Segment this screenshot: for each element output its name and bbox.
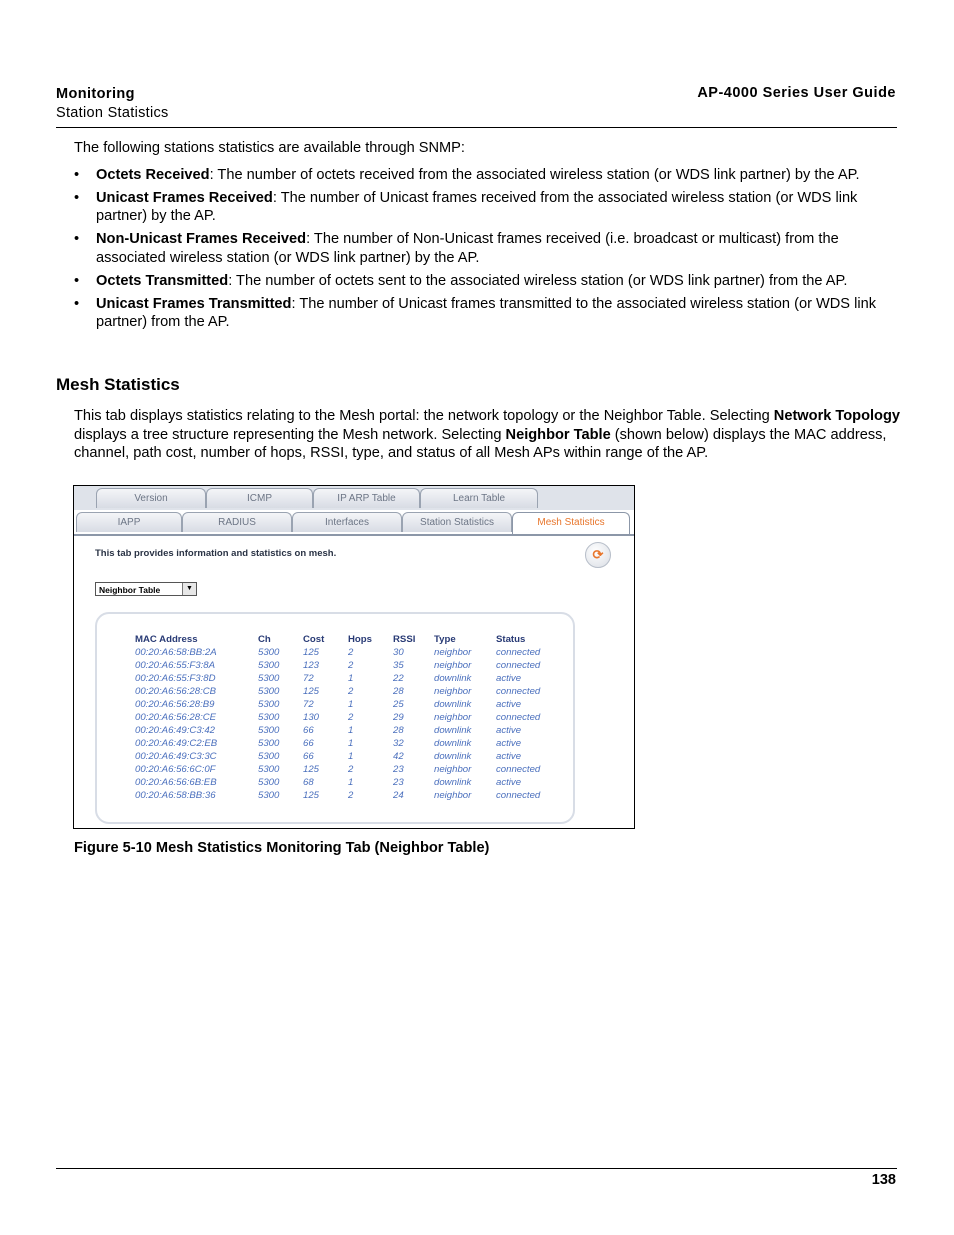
tab-description: This tab provides information and statistics on mesh. <box>95 548 337 559</box>
table-cell: 125 <box>303 764 320 775</box>
table-cell: 5300 <box>258 660 280 671</box>
table-cell: 00:20:A6:49:C2:EB <box>135 738 218 749</box>
table-cell: downlink <box>434 699 472 710</box>
table-cell: 29 <box>393 712 404 723</box>
intro-text: The following stations statistics are available through SNMP: <box>74 140 465 156</box>
col-cost: Cost <box>303 633 325 645</box>
table-row <box>135 646 556 659</box>
table-cell: 72 <box>303 699 314 710</box>
table-cell: connected <box>496 790 541 801</box>
table-header-row <box>135 632 556 646</box>
tab-radius[interactable]: RADIUS <box>182 512 292 532</box>
header-subsection: Station Statistics <box>56 105 169 121</box>
table-cell: 5300 <box>258 790 280 801</box>
table-cell: neighbor <box>434 790 472 801</box>
table-cell: downlink <box>434 673 472 684</box>
neighbor-table <box>135 632 556 802</box>
col-rssi: RSSI <box>393 633 416 645</box>
table-cell: 2 <box>348 764 354 775</box>
footer-rule <box>56 1168 897 1169</box>
mesh-description: This tab displays statistics relating to the Mesh portal: the network topology or the Neighbor Table. Selecting Network Topology displays a tree structure representing the Mesh network. Selecting Neighbor Table (shown below) displays the MAC address, channel, path cost, number of hops, RSSI, type, and status of all Mesh APs within range of the AP. <box>74 408 901 461</box>
table-cell: connected <box>496 712 541 723</box>
table-cell: 00:20:A6:56:28:CE <box>135 712 217 723</box>
table-cell: neighbor <box>434 647 472 658</box>
table-cell: 23 <box>393 764 404 775</box>
table-cell: 2 <box>348 712 354 723</box>
tab-station-statistics[interactable]: Station Statistics <box>402 512 512 532</box>
table-cell: 2 <box>348 686 354 697</box>
table-cell: 5300 <box>258 712 280 723</box>
table-cell: 5300 <box>258 751 280 762</box>
tab-row-1 <box>74 486 634 510</box>
view-select[interactable] <box>95 582 197 596</box>
page-number: 138 <box>871 1172 896 1188</box>
col-status: Status <box>496 633 526 645</box>
list-item: • Octets Transmitted: The number of octets sent to the associated wireless station (or WDS link partner) from the AP. <box>74 272 848 289</box>
table-cell: 23 <box>393 777 404 788</box>
table-cell: downlink <box>434 738 472 749</box>
table-cell: 125 <box>303 790 320 801</box>
table-cell: 130 <box>303 712 320 723</box>
table-cell: 123 <box>303 660 320 671</box>
table-cell: 00:20:A6:58:BB:2A <box>135 647 217 658</box>
table-cell: downlink <box>434 777 472 788</box>
header-section: Monitoring <box>56 86 135 102</box>
table-cell: 5300 <box>258 764 280 775</box>
table-cell: active <box>496 777 522 788</box>
table-row <box>135 711 556 724</box>
table-cell: neighbor <box>434 764 472 775</box>
table-cell: downlink <box>434 725 472 736</box>
table-cell: 68 <box>303 777 314 788</box>
table-cell: 5300 <box>258 725 280 736</box>
table-cell: 00:20:A6:49:C3:42 <box>135 725 216 736</box>
header-guide-title: AP-4000 Series User Guide <box>697 85 896 101</box>
table-cell: 30 <box>393 647 404 658</box>
table-cell: 00:20:A6:49:C3:3C <box>135 751 217 762</box>
table-cell: 00:20:A6:58:BB:36 <box>135 790 216 801</box>
table-cell: connected <box>496 660 541 671</box>
table-cell: 125 <box>303 647 320 658</box>
table-cell: 00:20:A6:56:28:B9 <box>135 699 215 710</box>
mesh-statistics-heading: Mesh Statistics <box>56 375 180 394</box>
table-cell: 66 <box>303 725 314 736</box>
table-cell: 2 <box>348 647 354 658</box>
table-cell: active <box>496 699 522 710</box>
table-cell: neighbor <box>434 686 472 697</box>
tab-ip-arp-table[interactable]: IP ARP Table <box>313 488 420 508</box>
table-row <box>135 672 556 685</box>
table-cell: 24 <box>393 790 404 801</box>
table-cell: 5300 <box>258 647 280 658</box>
table-cell: connected <box>496 686 541 697</box>
table-cell: 00:20:A6:56:6C:0F <box>135 764 216 775</box>
table-cell: 32 <box>393 738 404 749</box>
table-cell: connected <box>496 647 541 658</box>
table-cell: 1 <box>348 738 354 749</box>
table-row <box>135 789 556 802</box>
header-rule <box>56 127 897 128</box>
table-cell: 00:20:A6:55:F3:8A <box>135 660 216 671</box>
table-cell: connected <box>496 764 541 775</box>
table-cell: 125 <box>303 686 320 697</box>
list-item: • Octets Received: The number of octets received from the associated wireless station (or WDS link partner) by the AP. <box>74 166 860 183</box>
table-cell: 42 <box>393 751 404 762</box>
list-item: • Unicast Frames Received: The number of Unicast frames received from the associated wireless station (or WDS link partner) by the AP. <box>74 189 858 224</box>
intro-section <box>74 139 902 336</box>
table-cell: neighbor <box>434 660 472 671</box>
table-cell: downlink <box>434 751 472 762</box>
table-cell: active <box>496 673 522 684</box>
table-row <box>135 724 556 737</box>
table-row <box>135 698 556 711</box>
table-cell: 72 <box>303 673 314 684</box>
table-row <box>135 763 556 776</box>
table-cell: 28 <box>393 725 404 736</box>
table-cell: 1 <box>348 777 354 788</box>
table-cell: active <box>496 725 522 736</box>
table-cell: 22 <box>393 673 404 684</box>
table-cell: active <box>496 738 522 749</box>
table-cell: 28 <box>393 686 404 697</box>
tab-row-2 <box>74 510 634 536</box>
mesh-statistics-screenshot <box>73 485 635 829</box>
tab-mesh-statistics[interactable]: Mesh Statistics <box>512 512 630 534</box>
figure-caption: Figure 5-10 Mesh Statistics Monitoring Tab (Neighbor Table) <box>74 840 490 856</box>
table-cell: 00:20:A6:56:6B:EB <box>135 777 217 788</box>
table-cell: 00:20:A6:55:F3:8D <box>135 673 216 684</box>
tab-interfaces[interactable]: Interfaces <box>292 512 402 532</box>
table-cell: 1 <box>348 725 354 736</box>
table-cell: 35 <box>393 660 404 671</box>
table-cell: active <box>496 751 522 762</box>
tab-version[interactable]: Version <box>96 488 206 508</box>
table-cell: 5300 <box>258 673 280 684</box>
list-item: • Unicast Frames Transmitted: The number of Unicast frames transmitted to the associated wireless station (or WDS link partner) from the AP. <box>74 295 876 330</box>
col-type: Type <box>434 633 456 645</box>
table-row <box>135 737 556 750</box>
table-cell: 1 <box>348 699 354 710</box>
table-cell: 00:20:A6:56:28:CB <box>135 686 217 697</box>
table-cell: 2 <box>348 660 354 671</box>
col-ch: Ch <box>258 633 271 645</box>
list-item: • Non-Unicast Frames Received: The number of Non-Unicast frames received (i.e. broadcast or multicast) from the associated wireless station (or WDS link partner) by the AP. <box>74 231 839 266</box>
chevron-down-icon[interactable]: ▼ <box>182 583 196 595</box>
table-cell: 66 <box>303 738 314 749</box>
tab-iapp[interactable]: IAPP <box>76 512 182 532</box>
table-cell: 5300 <box>258 777 280 788</box>
table-cell: 66 <box>303 751 314 762</box>
table-row <box>135 659 556 672</box>
table-cell: 5300 <box>258 699 280 710</box>
table-row <box>135 750 556 763</box>
table-cell: neighbor <box>434 712 472 723</box>
col-mac-address: MAC Address <box>135 633 198 645</box>
stats-list <box>74 166 902 332</box>
table-cell: 2 <box>348 790 354 801</box>
refresh-icon[interactable]: ⟳ <box>585 542 611 568</box>
col-hops: Hops <box>348 633 372 645</box>
table-cell: 1 <box>348 673 354 684</box>
table-row <box>135 685 556 698</box>
table-cell: 5300 <box>258 686 280 697</box>
table-cell: 25 <box>393 699 404 710</box>
tab-icmp[interactable]: ICMP <box>206 488 313 508</box>
view-select-value: Neighbor Table <box>99 585 161 595</box>
table-cell: 1 <box>348 751 354 762</box>
running-header-left <box>56 85 169 123</box>
tab-learn-table[interactable]: Learn Table <box>420 488 538 508</box>
table-cell: 5300 <box>258 738 280 749</box>
table-row <box>135 776 556 789</box>
